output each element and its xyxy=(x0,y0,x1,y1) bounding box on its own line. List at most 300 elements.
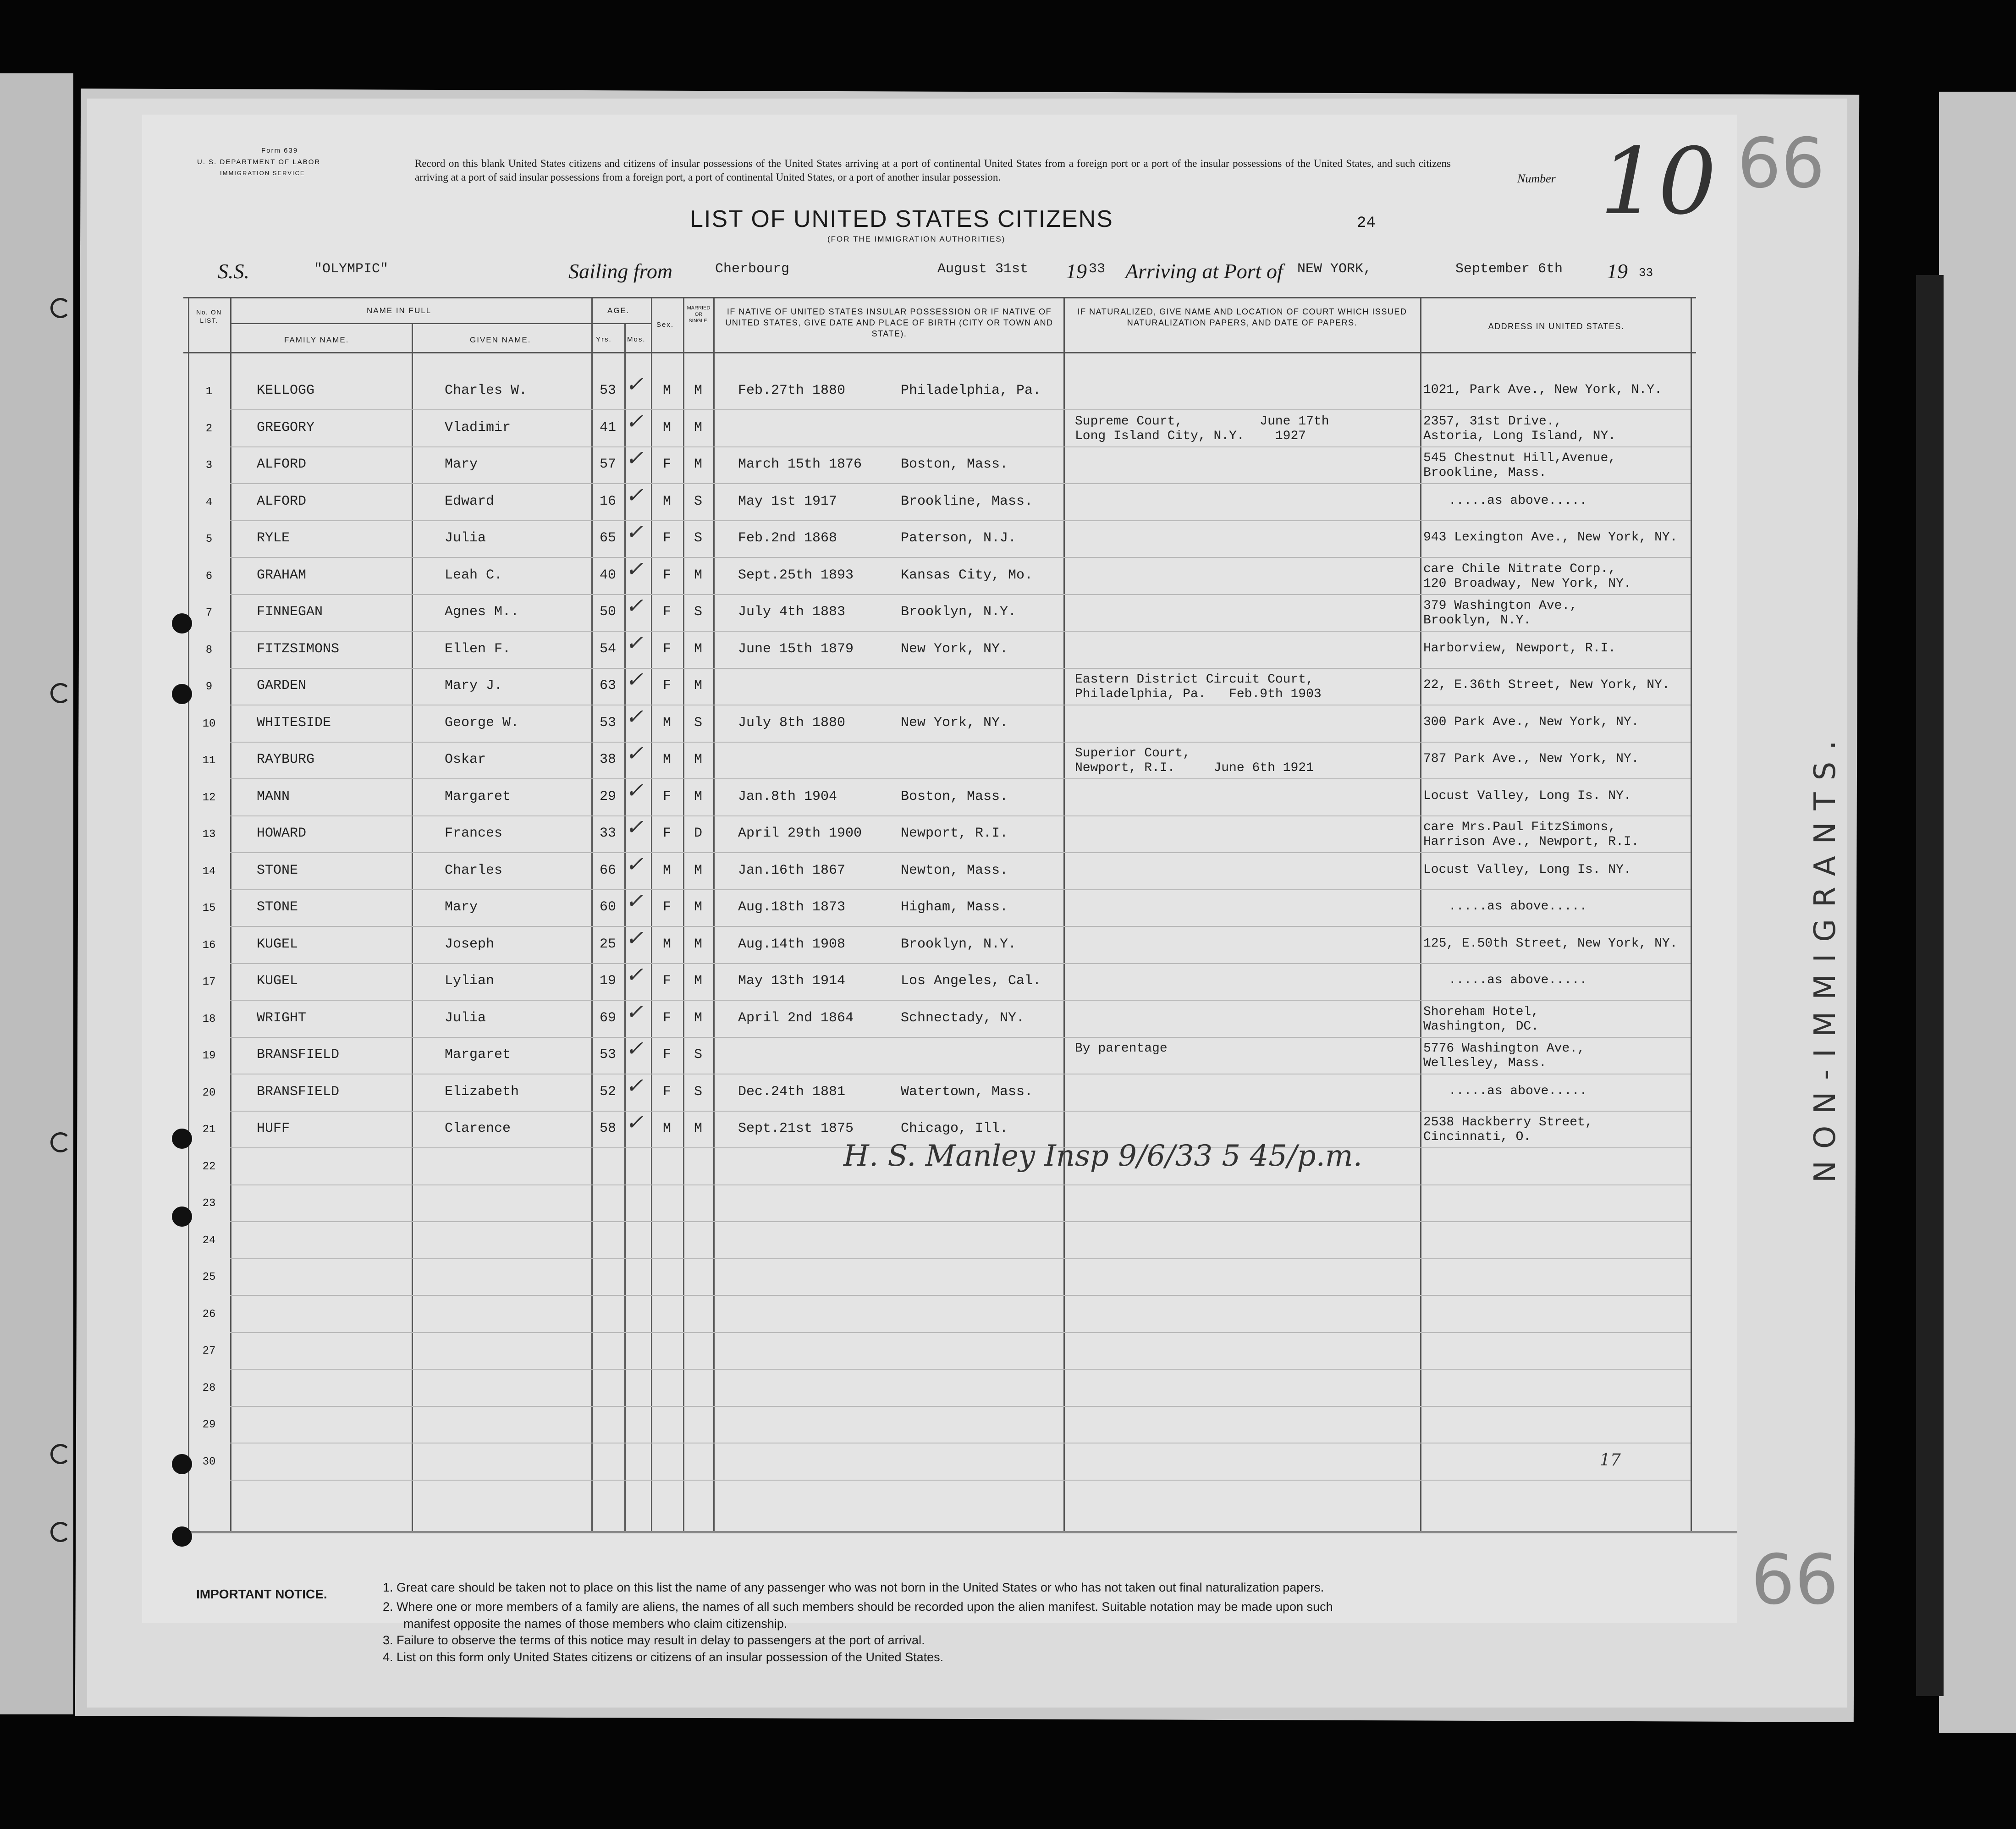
married-single: S xyxy=(694,1084,702,1100)
row-rule xyxy=(230,557,1691,558)
notice-item-4: 4. List on this form only United States citizens or citizens of an insular possession of the United States. xyxy=(383,1650,944,1664)
row-rule xyxy=(230,963,1691,964)
age-years: 69 xyxy=(599,1010,616,1026)
col-header-family-name: FAMILY NAME. xyxy=(284,336,349,344)
page-subtitle: (FOR THE IMMIGRATION AUTHORITIES) xyxy=(827,235,1006,243)
row-rule xyxy=(230,1184,1691,1185)
right-page-gap xyxy=(1916,275,1944,1696)
check-mark-icon: ✓ xyxy=(626,482,644,507)
col-rule-family xyxy=(412,323,413,1531)
notice-item-1: 1. Great care should be taken not to place on this list the name of any passenger who was not born in the United States or who has not taken out final naturalization papers. xyxy=(383,1581,1324,1594)
birth-date: Jan.16th 1867 xyxy=(738,862,846,878)
background-page-number-bottom: 66 xyxy=(1751,1540,1839,1620)
birth-date: Sept.25th 1893 xyxy=(738,567,854,583)
family-name: KUGEL xyxy=(257,973,298,989)
birth-date: May 13th 1914 xyxy=(738,973,846,989)
us-address: Cincinnati, O. xyxy=(1423,1130,1531,1144)
row-rule xyxy=(230,446,1691,447)
married-single: M xyxy=(694,641,702,657)
birth-place: Newport, R.I. xyxy=(901,826,1008,841)
given-name: Agnes M.. xyxy=(445,604,519,620)
given-name: Margaret xyxy=(445,788,511,804)
row-number: 16 xyxy=(202,939,216,952)
age-years: 16 xyxy=(599,493,616,509)
sex: M xyxy=(662,715,671,731)
married-single: M xyxy=(694,1121,702,1136)
naturalization-court: Long Island City, N.Y. 1927 xyxy=(1075,429,1306,443)
instruction-text: Record on this blank United States citizens and citizens of insular possessions of the United States arriving at a port of continental United States from a foreign port or a port of the insular possessions of the United States, and such citizens arriving at a port of said insular possessions from a foreign port, a port of continental United States, or a port of another insular possession. xyxy=(415,158,1451,183)
row-number: 17 xyxy=(202,976,216,988)
col-header-given-name: GIVEN NAME. xyxy=(470,336,531,344)
married-single: D xyxy=(694,826,702,841)
us-address: 545 Chestnut Hill,Avenue, xyxy=(1423,451,1616,465)
row-rule xyxy=(230,1111,1691,1112)
row-rule xyxy=(230,1037,1691,1038)
binder-ring xyxy=(50,298,71,318)
family-name: HUFF xyxy=(257,1121,290,1136)
given-name: Clarence xyxy=(445,1121,511,1136)
sail-year-prefix: 19 xyxy=(1066,259,1087,283)
married-single: M xyxy=(694,862,702,878)
sex: M xyxy=(662,752,671,767)
family-name: FITZSIMONS xyxy=(257,641,340,657)
family-name: BRANSFIELD xyxy=(257,1084,340,1100)
check-mark-icon: ✓ xyxy=(626,741,644,766)
us-address: 125, E.50th Street, New York, NY. xyxy=(1423,936,1678,951)
birth-place: New York, NY. xyxy=(901,641,1008,657)
row-number: 19 xyxy=(202,1050,216,1062)
row-number: 22 xyxy=(202,1160,216,1173)
binder-hole xyxy=(172,684,192,704)
us-address: .....as above..... xyxy=(1449,1084,1587,1098)
col-rule-address xyxy=(1691,297,1692,1531)
row-number: 25 xyxy=(202,1271,216,1284)
us-address: Locust Valley, Long Is. NY. xyxy=(1423,788,1631,803)
sex: F xyxy=(662,678,671,694)
given-name: Margaret xyxy=(445,1047,511,1063)
us-address: 2357, 31st Drive., xyxy=(1423,414,1562,429)
row-number: 7 xyxy=(205,607,213,619)
binder-ring xyxy=(50,1444,71,1464)
row-number: 23 xyxy=(202,1197,216,1210)
age-years: 41 xyxy=(599,419,616,435)
given-name: Frances xyxy=(445,826,503,841)
us-address: Shoreham Hotel, xyxy=(1423,1004,1539,1019)
family-name: RYLE xyxy=(257,530,290,546)
us-address: 300 Park Ave., New York, NY. xyxy=(1423,715,1639,729)
row-number: 11 xyxy=(202,755,216,767)
us-address: 2538 Hackberry Street, xyxy=(1423,1115,1593,1129)
married-single: S xyxy=(694,530,702,546)
check-mark-icon: ✓ xyxy=(626,446,644,470)
ss-label: S.S. xyxy=(218,259,249,283)
us-address: care Mrs.Paul FitzSimons, xyxy=(1423,820,1616,834)
row-rule xyxy=(230,1406,1691,1407)
row-number: 1 xyxy=(205,386,213,398)
us-address: Locust Valley, Long Is. NY. xyxy=(1423,862,1631,877)
sex: F xyxy=(662,1084,671,1100)
naturalization-court: Eastern District Circuit Court, xyxy=(1075,672,1314,687)
department: U. S. DEPARTMENT OF LABOR xyxy=(197,158,321,166)
check-mark-icon: ✓ xyxy=(626,372,644,397)
us-address: Harborview, Newport, R.I. xyxy=(1423,641,1616,656)
row-number: 18 xyxy=(202,1013,216,1025)
us-address: 22, E.36th Street, New York, NY. xyxy=(1423,678,1670,692)
check-mark-icon: ✓ xyxy=(626,1036,644,1061)
sex: F xyxy=(662,1010,671,1026)
family-name: ALFORD xyxy=(257,493,307,509)
row-number: 12 xyxy=(202,791,216,804)
check-mark-icon: ✓ xyxy=(626,777,644,803)
arrival-year-suffix: 33 xyxy=(1639,266,1653,280)
birth-date: Aug.18th 1873 xyxy=(738,899,846,915)
family-name: WRIGHT xyxy=(257,1010,307,1026)
row-rule xyxy=(230,483,1691,484)
binder-hole xyxy=(172,1454,192,1474)
row-rule xyxy=(230,1295,1691,1296)
col-header-naturalized: IF NATURALIZED, GIVE NAME AND LOCATION OF COURT WHICH ISSUED NATURALIZATION PAPERS, AND DATE OF PAPERS. xyxy=(1077,307,1407,327)
row-number: 5 xyxy=(205,533,213,545)
birth-place: Brooklyn, N.Y. xyxy=(901,604,1017,620)
age-years: 58 xyxy=(599,1121,616,1136)
binder-hole xyxy=(172,1526,192,1547)
notice-heading: IMPORTANT NOTICE. xyxy=(196,1587,327,1601)
row-rule xyxy=(230,1480,1691,1481)
age-years: 40 xyxy=(599,567,616,583)
us-address: Harrison Ave., Newport, R.I. xyxy=(1423,835,1639,849)
row-rule xyxy=(230,1221,1691,1222)
notice-item-2-cont: manifest opposite the names of those members who claim citizenship. xyxy=(403,1617,788,1631)
row-rule xyxy=(230,631,1691,632)
col-header-birth: IF NATIVE OF UNITED STATES INSULAR POSSESSION OR IF NATIVE OF UNITED STATES, GIVE DATE AND PLACE OF BIRTH (CITY OR TOWN AND STATE). xyxy=(725,307,1053,338)
col-header-sex: Sex. xyxy=(656,321,674,329)
married-single: M xyxy=(694,383,702,398)
family-name: FINNEGAN xyxy=(257,604,323,620)
check-mark-icon: ✓ xyxy=(626,630,644,655)
row-number: 29 xyxy=(202,1419,216,1431)
birth-place: Watertown, Mass. xyxy=(901,1084,1033,1100)
sailing-from-port: Cherbourg xyxy=(715,261,790,277)
birth-place: Higham, Mass. xyxy=(901,899,1008,915)
check-mark-icon: ✓ xyxy=(626,556,644,581)
row-number: 6 xyxy=(205,570,213,583)
given-name: Joseph xyxy=(445,936,495,952)
row-number: 8 xyxy=(205,644,213,656)
sex: F xyxy=(662,530,671,546)
binder-hole xyxy=(172,613,192,634)
us-address: Brookline, Mass. xyxy=(1423,466,1547,480)
col-rule-no xyxy=(230,297,231,1531)
married-single: S xyxy=(694,493,702,509)
sailing-from-label: Sailing from xyxy=(568,259,673,283)
col-header-no: No. ON LIST. xyxy=(196,309,222,324)
row-number: 28 xyxy=(202,1382,216,1394)
check-mark-icon: ✓ xyxy=(626,519,644,544)
age-years: 63 xyxy=(599,678,616,694)
married-single: S xyxy=(694,604,702,620)
sex: F xyxy=(662,641,671,657)
birth-date: Feb.2nd 1868 xyxy=(738,530,837,546)
age-years: 60 xyxy=(599,899,616,915)
birth-date: July 8th 1880 xyxy=(738,715,846,731)
row-number: 9 xyxy=(205,681,213,693)
arrival-year-prefix: 19 xyxy=(1607,259,1628,283)
family-name: KELLOGG xyxy=(257,383,315,398)
married-single: M xyxy=(694,567,702,583)
sex: M xyxy=(662,383,671,398)
age-years: 53 xyxy=(599,1047,616,1063)
table-top-rule xyxy=(183,297,1696,298)
naturalization-court: By parentage xyxy=(1075,1041,1168,1056)
birth-place: Brookline, Mass. xyxy=(901,493,1033,509)
row-number: 15 xyxy=(202,902,216,914)
given-name: Oskar xyxy=(445,752,486,767)
age-years: 25 xyxy=(599,936,616,952)
family-name: GREGORY xyxy=(257,419,315,435)
row-rule xyxy=(230,409,1691,410)
row-rule xyxy=(230,520,1691,521)
married-single: M xyxy=(694,457,702,472)
sex: M xyxy=(662,493,671,509)
birth-date: Feb.27th 1880 xyxy=(738,383,846,398)
married-single: M xyxy=(694,936,702,952)
sex: M xyxy=(662,862,671,878)
married-single: S xyxy=(694,1047,702,1063)
check-mark-icon: ✓ xyxy=(626,925,644,950)
age-years: 66 xyxy=(599,862,616,878)
given-name: George W. xyxy=(445,715,519,731)
check-mark-icon: ✓ xyxy=(626,999,644,1024)
left-binding-strip xyxy=(0,73,73,1714)
check-mark-icon: ✓ xyxy=(626,1073,644,1098)
binder-ring xyxy=(50,1522,71,1542)
us-address: Brooklyn, N.Y. xyxy=(1423,613,1531,628)
col-header-married-single: MARRIED OR SINGLE. xyxy=(687,305,711,324)
check-mark-icon: ✓ xyxy=(626,962,644,987)
row-rule xyxy=(230,742,1691,743)
col-rule-birth xyxy=(1063,297,1065,1531)
us-address: Wellesley, Mass. xyxy=(1423,1056,1547,1070)
sex: F xyxy=(662,604,671,620)
sex: F xyxy=(662,899,671,915)
married-single: M xyxy=(694,1010,702,1026)
col-header-age: AGE. xyxy=(607,306,630,315)
sex: F xyxy=(662,567,671,583)
service: IMMIGRATION SERVICE xyxy=(220,170,305,176)
birth-place: Chicago, Ill. xyxy=(901,1121,1008,1136)
family-name: RAYBURG xyxy=(257,752,315,767)
married-single: M xyxy=(694,419,702,435)
row-rule xyxy=(230,852,1691,853)
married-single: M xyxy=(694,899,702,915)
row-number: 13 xyxy=(202,828,216,841)
sex: F xyxy=(662,1047,671,1063)
family-name: WHITESIDE xyxy=(257,715,331,731)
birth-place: Philadelphia, Pa. xyxy=(901,383,1041,398)
birth-date: April 29th 1900 xyxy=(738,826,862,841)
us-address: .....as above..... xyxy=(1449,973,1587,987)
row-number: 26 xyxy=(202,1308,216,1321)
row-number: 2 xyxy=(205,422,213,435)
given-name: Ellen F. xyxy=(445,641,511,657)
row-rule xyxy=(230,926,1691,927)
married-single: M xyxy=(694,973,702,989)
col-header-name-in-full: NAME IN FULL xyxy=(367,306,432,315)
row-rule xyxy=(230,1369,1691,1370)
age-years: 52 xyxy=(599,1084,616,1100)
us-address: .....as above..... xyxy=(1449,899,1587,914)
age-years: 53 xyxy=(599,715,616,731)
birth-date: March 15th 1876 xyxy=(738,457,862,472)
row-number: 21 xyxy=(202,1124,216,1136)
family-name: BRANSFIELD xyxy=(257,1047,340,1063)
non-immigrants-stamp: NON-IMMIGRANTS. xyxy=(1808,728,1842,1183)
sail-year-suffix: 33 xyxy=(1089,261,1106,277)
given-name: Leah C. xyxy=(445,567,503,583)
sex: F xyxy=(662,973,671,989)
check-mark-icon: ✓ xyxy=(626,1110,644,1135)
age-years: 53 xyxy=(599,383,616,398)
sex: F xyxy=(662,826,671,841)
birth-date: Jan.8th 1904 xyxy=(738,788,837,804)
row-number: 30 xyxy=(202,1455,216,1468)
family-name: STONE xyxy=(257,899,298,915)
married-single: M xyxy=(694,752,702,767)
married-single: S xyxy=(694,715,702,731)
table-bottom-rule xyxy=(183,1531,1737,1533)
row-number: 20 xyxy=(202,1086,216,1099)
arriving-label: Arriving at Port of xyxy=(1125,259,1283,283)
row-rule xyxy=(230,815,1691,816)
age-years: 57 xyxy=(599,457,616,472)
birth-place: Boston, Mass. xyxy=(901,457,1008,472)
inspector-signature: H. S. Manley Insp 9/6/33 5 45/p.m. xyxy=(843,1139,1362,1173)
birth-date: Aug.14th 1908 xyxy=(738,936,846,952)
age-years: 54 xyxy=(599,641,616,657)
us-address: care Chile Nitrate Corp., xyxy=(1423,562,1616,576)
birth-place: Los Angeles, Cal. xyxy=(901,973,1041,989)
us-address: 379 Washington Ave., xyxy=(1423,599,1578,613)
sex: M xyxy=(662,419,671,435)
family-name: GRAHAM xyxy=(257,567,307,583)
birth-place: New York, NY. xyxy=(901,715,1008,731)
given-name: Elizabeth xyxy=(445,1084,519,1100)
given-name: Charles xyxy=(445,862,503,878)
given-name: Vladimir xyxy=(445,419,511,435)
check-mark-icon: ✓ xyxy=(626,704,644,729)
row-number: 14 xyxy=(202,865,216,878)
notice-item-3: 3. Failure to observe the terms of this notice may result in delay to passengers at the port of arrival. xyxy=(383,1633,925,1647)
page-corner-mark: 17 xyxy=(1600,1451,1621,1470)
us-address: .....as above..... xyxy=(1449,493,1587,508)
arrival-date: September 6th xyxy=(1455,261,1563,277)
binder-hole xyxy=(172,1206,192,1227)
us-address: 787 Park Ave., New York, NY. xyxy=(1423,752,1639,766)
row-rule xyxy=(230,778,1691,779)
col-header-yrs: Yrs. xyxy=(596,336,612,343)
number-label: Number xyxy=(1517,172,1556,185)
age-years: 65 xyxy=(599,530,616,546)
given-name: Mary xyxy=(445,457,478,472)
birth-place: Brooklyn, N.Y. xyxy=(901,936,1017,952)
row-number: 24 xyxy=(202,1234,216,1247)
row-number: 10 xyxy=(202,717,216,730)
given-name: Edward xyxy=(445,493,495,509)
check-mark-icon: ✓ xyxy=(626,593,644,618)
check-mark-icon: ✓ xyxy=(626,888,644,913)
family-name: HOWARD xyxy=(257,826,307,841)
binder-ring xyxy=(50,683,71,703)
us-address: 1021, Park Ave., New York, N.Y. xyxy=(1423,383,1662,397)
sex: M xyxy=(662,936,671,952)
row-number: 27 xyxy=(202,1345,216,1357)
check-mark-icon: ✓ xyxy=(626,408,644,434)
given-name: Charles W. xyxy=(445,383,528,398)
us-address: Washington, DC. xyxy=(1423,1019,1539,1034)
sex: M xyxy=(662,1121,671,1136)
family-name: STONE xyxy=(257,862,298,878)
binder-ring xyxy=(50,1132,71,1152)
form-id: Form 639 xyxy=(261,147,298,154)
row-number: 4 xyxy=(205,496,213,509)
birth-date: June 15th 1879 xyxy=(738,641,854,657)
birth-place: Schnectady, NY. xyxy=(901,1010,1025,1026)
naturalization-court: Superior Court, xyxy=(1075,746,1191,760)
birth-date: July 4th 1883 xyxy=(738,604,846,620)
given-name: Julia xyxy=(445,1010,486,1026)
binder-hole xyxy=(172,1129,192,1149)
birth-date: Sept.21st 1875 xyxy=(738,1121,854,1136)
given-name: Mary xyxy=(445,899,478,915)
row-rule xyxy=(230,668,1691,669)
number-value: 10 xyxy=(1600,128,1717,235)
age-years: 19 xyxy=(599,973,616,989)
given-name: Julia xyxy=(445,530,486,546)
naturalization-court: Supreme Court, June 17th xyxy=(1075,414,1329,429)
birth-date: May 1st 1917 xyxy=(738,493,837,509)
table-header-rule xyxy=(183,352,1696,353)
col-rule-court xyxy=(1420,297,1421,1531)
birth-place: Kansas City, Mo. xyxy=(901,567,1033,583)
row-rule xyxy=(230,1332,1691,1333)
birth-place: Paterson, N.J. xyxy=(901,530,1017,546)
row-number: 3 xyxy=(205,459,213,472)
sex: F xyxy=(662,788,671,804)
family-name: ALFORD xyxy=(257,457,307,472)
check-mark-icon: ✓ xyxy=(626,851,644,876)
family-name: MANN xyxy=(257,788,290,804)
col-rule-ms xyxy=(713,297,715,1531)
notice-item-2: 2. Where one or more members of a family are aliens, the names of all such members should be recorded upon the alien manifest. Suitable notation may be made upon such xyxy=(383,1600,1333,1614)
age-years: 38 xyxy=(599,752,616,767)
page-title: LIST OF UNITED STATES CITIZENS xyxy=(690,206,1113,232)
birth-place: Newton, Mass. xyxy=(901,862,1008,878)
ship-name: "OLYMPIC" xyxy=(314,261,389,277)
row-rule xyxy=(230,1000,1691,1001)
married-single: M xyxy=(694,678,702,694)
row-rule xyxy=(230,1258,1691,1259)
sail-date: August 31st xyxy=(937,261,1029,277)
given-name: Mary J. xyxy=(445,678,503,694)
col-header-address: ADDRESS IN UNITED STATES. xyxy=(1488,322,1625,331)
family-name: KUGEL xyxy=(257,936,298,952)
age-years: 50 xyxy=(599,604,616,620)
right-page-edge xyxy=(1939,92,2016,1733)
name-age-subrule xyxy=(230,323,651,324)
sex: F xyxy=(662,457,671,472)
given-name: Lylian xyxy=(445,973,495,989)
us-address: 5776 Washington Ave., xyxy=(1423,1041,1585,1056)
